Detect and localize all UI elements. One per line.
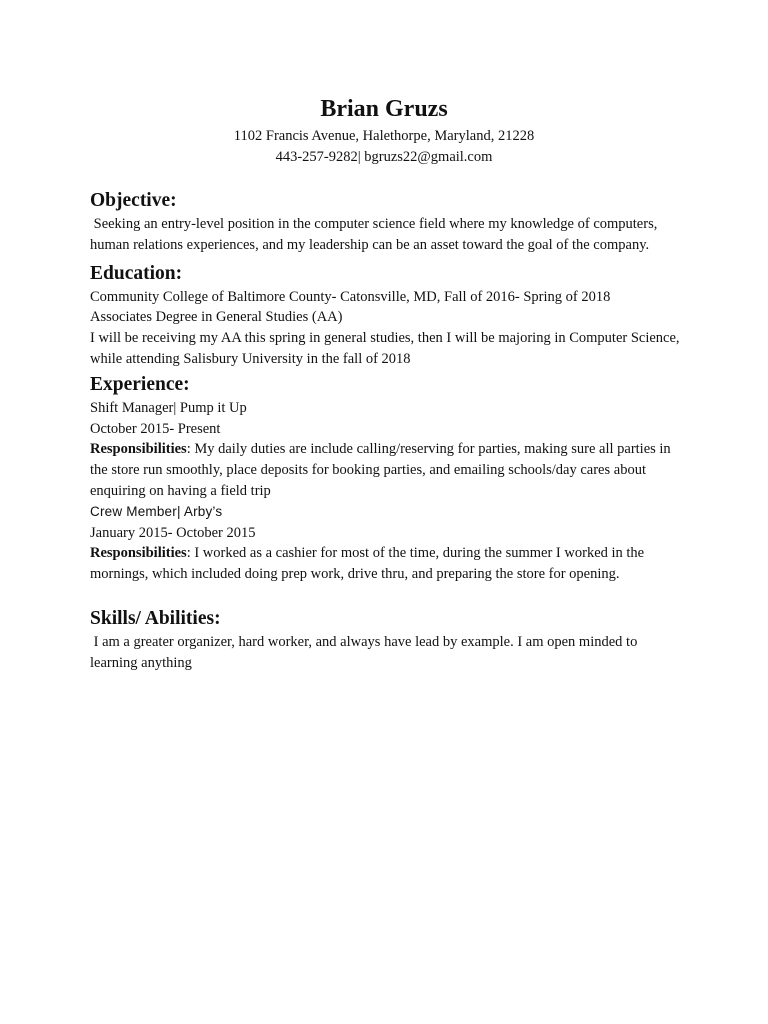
objective-section — [90, 187, 680, 256]
resume-header — [0, 92, 768, 168]
responsibilities-label: Responsibilities — [90, 545, 187, 562]
job-dates: January 2015- October 2015 — [90, 524, 256, 541]
job-title: Crew Member| Arby’s — [90, 503, 223, 519]
phone-email-line: 443-257-9282| bgruzs22@gmail.com — [275, 149, 493, 165]
skills-section — [90, 605, 680, 674]
job-entry — [90, 502, 680, 585]
education-heading: Education: — [90, 262, 183, 284]
responsibilities-text: : My daily duties are include calling/reserving for parties, making sure all parties in the store run smoothly, place deposits for booking parties, and emailing schools/day cares about enquiring on having a field trip — [90, 441, 671, 499]
experience-heading: Experience: — [90, 373, 190, 395]
skills-heading: Skills/ Abilities: — [90, 607, 221, 629]
address-line: 1102 Francis Avenue, Halethorpe, Maryland, 21228 — [233, 128, 535, 144]
education-section — [90, 260, 680, 370]
applicant-name: Brian Gruzs — [320, 96, 448, 122]
section-spacer — [90, 585, 680, 605]
objective-heading: Objective: — [90, 190, 177, 211]
objective-text: Seeking an entry-level position in the computer science field where my knowledge of computers, human relations experiences, and my leadership can be an asset toward the goal of the company. — [90, 216, 661, 253]
job-responsibilities — [90, 543, 680, 585]
job-entry — [90, 398, 680, 502]
education-school-line: Community College of Baltimore County- Catonsville, MD, Fall of 2016- Spring of 2018 — [90, 288, 611, 305]
job-responsibilities — [90, 439, 680, 501]
job-dates: October 2015- Present — [90, 420, 221, 437]
responsibilities-label: Responsibilities — [90, 441, 187, 458]
education-degree-line: Associates Degree in General Studies (AA) — [90, 309, 343, 326]
resume-body — [90, 187, 680, 674]
responsibilities-text: : I worked as a cashier for most of the time, during the summer I worked in the mornings, which included doing prep work, drive thru, and preparing the store for opening. — [90, 545, 645, 583]
experience-section — [90, 371, 680, 585]
skills-text: I am a greater organizer, hard worker, and always have lead by example. I am open minded to learning anything — [90, 633, 641, 671]
job-title: Shift Manager| Pump it Up — [90, 399, 247, 416]
education-note: I will be receiving my AA this spring in general studies, then I will be majoring in Computer Science, while attending Salisbury University in the fall of 2018 — [90, 330, 680, 367]
